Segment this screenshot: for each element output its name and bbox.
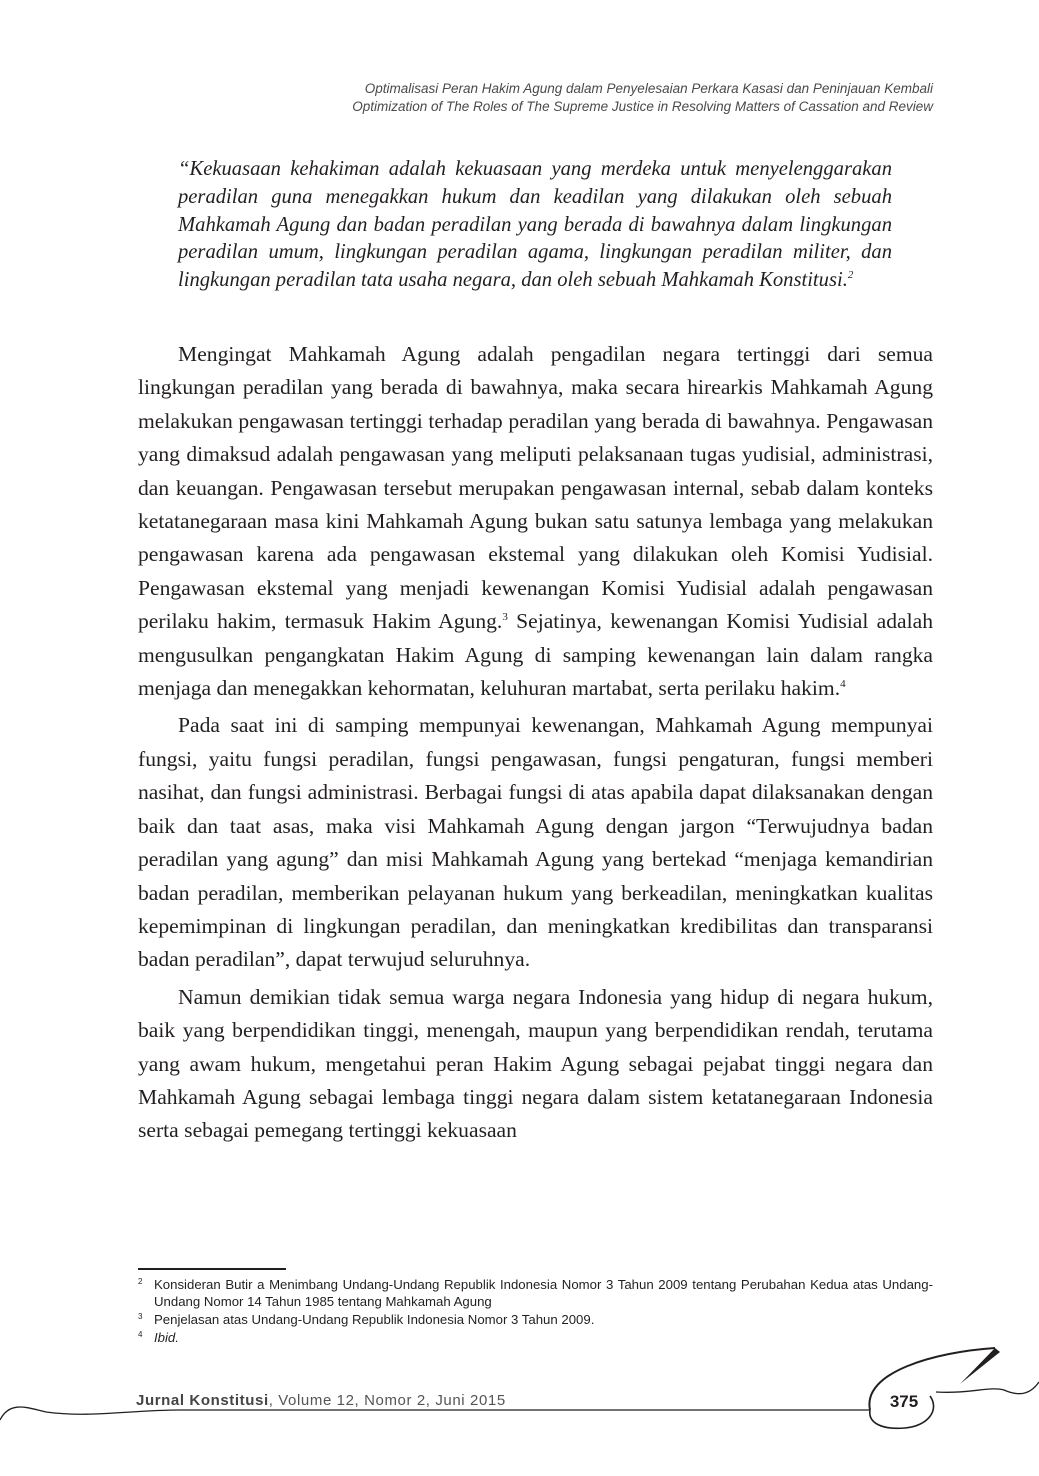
paragraph-1-text-a: Mengingat Mahkamah Agung adalah pengadilan negara tertinggi dari semua lingkungan peradilan yang berada di bawahnya, maka secara hirearkis Mahkamah Agung melakukan pengawasan tertinggi terhadap peradilan yang berada di bawahnya. Pengawasan yang dimaksud adalah pengawasan yang meliputi pelaksanaan tugas yudisial, administrasi, dan keuangan. Pengawasan tersebut merupakan pengawasan internal, sebab dalam konteks ketatanegaraan masa kini Mahkamah Agung bukan satu satunya lembaga yang melakukan pengawasan karena ada pengawasan ekstemal yang dilakukan oleh Komisi Yudisial. Pengawasan ekstemal yang menjadi kewenangan Komisi Yudisial adalah pengawasan perilaku hakim, termasuk Hakim Agung. — [138, 342, 933, 634]
footnote-text: Penjelasan atas Undang-Undang Republik Indonesia Nomor 3 Tahun 2009. — [154, 1312, 595, 1327]
page-number: 375 — [889, 1392, 919, 1411]
journal-name: Jurnal Konstitusi — [136, 1392, 269, 1409]
footnote-ref-3[interactable]: 3 — [502, 611, 508, 624]
journal-issue: , Volume 12, Nomor 2, Juni 2015 — [268, 1392, 506, 1409]
quote-text: “Kekuasaan kehakiman adalah kekuasaan yang merdeka untuk menyelenggarakan peradilan guna menegakkan hukum dan keadilan yang dilakukan oleh sebuah Mahkamah Agung dan badan peradilan yang berada di bawahnya dalam lingkungan peradilan umum, lingkungan peradilan agama, lingkungan peradilan militer, dan lingkungan peradilan tata usaha negara, dan oleh sebuah Mahkamah Konstitusi. — [178, 158, 892, 292]
running-header — [113, 80, 933, 116]
paragraph-1-text-b: Sejatinya, kewenangan Komisi Yudisial adalah mengusulkan pengangkatan Hakim Agung di samping kewenangan lain dalam rangka menjaga dan menegakkan kehormatan, keluhuran martabat, serta perilaku hakim. — [138, 609, 933, 701]
footnote-ref-4[interactable]: 4 — [840, 677, 846, 690]
quote-footnote-ref[interactable]: 2 — [847, 269, 854, 282]
footnote-number: 3 — [138, 1312, 143, 1321]
running-header-title-en: Optimization of The Roles of The Supreme Justice in Resolving Matters of Cassation and Review — [352, 99, 933, 114]
running-header-title-id: Optimalisasi Peran Hakim Agung dalam Penyelesaian Perkara Kasasi dan Peninjauan Kembali — [364, 81, 933, 96]
paragraph-2: Pada saat ini di samping mempunyai kewenangan, Mahkamah Agung mempunyai fungsi, yaitu fungsi peradilan, fungsi pengawasan, fungsi pengaturan, fungsi memberi nasihat, dan fungsi administrasi. Berbagai fungsi di atas apabila dapat dilaksanakan dengan baik dan taat asas, maka visi Mahkamah Agung dengan jargon “Terwujudnya badan peradilan yang agung” dan misi Mahkamah Agung yang bertekad “menjaga kemandirian badan peradilan, memberikan pelayanan hukum yang berkeadilan, meningkatkan kualitas kepemimpinan di lingkungan peradilan, dan meningkatkan kredibilitas dan transparansi badan peradilan”, dapat terwujud seluruhnya. — [138, 713, 933, 972]
footnote-number: 4 — [138, 1330, 143, 1339]
paragraph-1 — [138, 338, 933, 705]
footnote-text: Ibid. — [154, 1330, 179, 1345]
footnote-number: 2 — [138, 1277, 143, 1286]
footer-citation — [136, 1392, 506, 1409]
paragraph-3: Namun demikian tidak semua warga negara Indonesia yang hidup di negara hukum, baik yang berpendidikan tinggi, menengah, maupun yang berpendidikan rendah, terutama yang awam hukum, mengetahui peran Hakim Agung sebagai pejabat tinggi negara dan Mahkamah Agung sebagai lembaga tinggi negara dalam sistem ketatanegaraan Indonesia serta sebagai pemegang tertinggi kekuasaan — [138, 984, 933, 1143]
footnote-divider — [138, 1268, 286, 1270]
body-text — [138, 338, 933, 1152]
block-quote — [178, 156, 892, 295]
footnote-text: Konsideran Butir a Menimbang Undang-Undang Republik Indonesia Nomor 3 Tahun 2009 tentang Perubahan Kedua atas Undang-Undang Nomor 14 Tahun 1985 tentang Mahkamah Agung — [154, 1277, 933, 1309]
footnote-3 — [138, 1311, 933, 1328]
footnote-2 — [138, 1276, 933, 1310]
